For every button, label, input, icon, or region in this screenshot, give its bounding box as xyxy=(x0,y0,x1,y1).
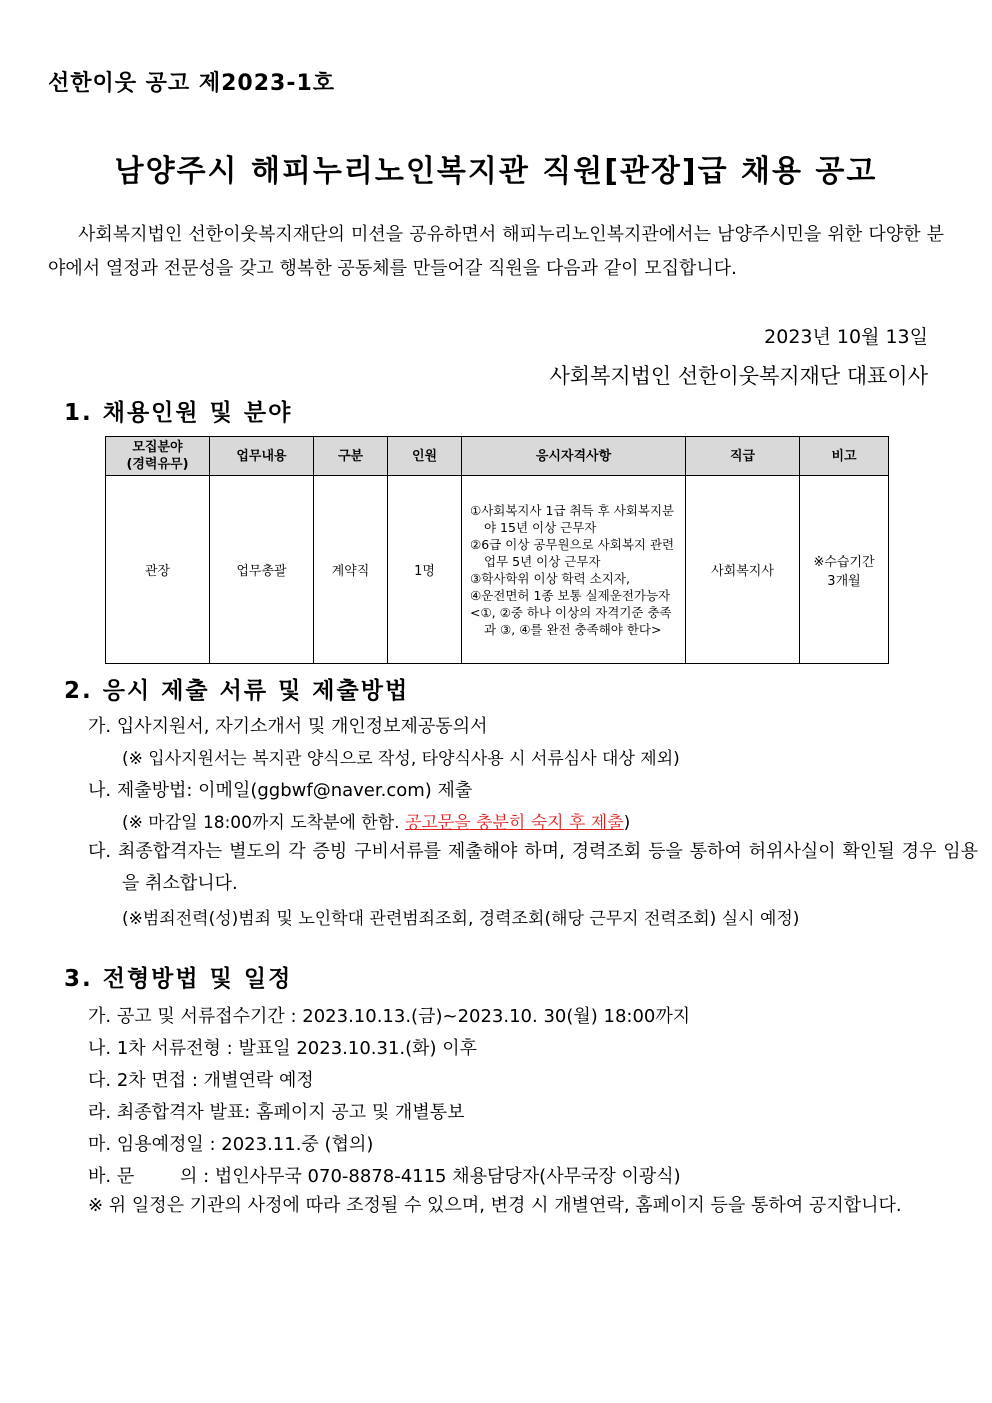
document-number: 선한이웃 공고 제2023-1호 xyxy=(48,71,336,96)
cell-count: 1명 xyxy=(388,476,462,664)
section-2-heading: 2. 응시 제출 서류 및 제출방법 xyxy=(64,678,410,704)
cell-field: 관장 xyxy=(106,476,210,664)
page-title: 남양주시 해피누리노인복지관 직원[관장]급 채용 공고 xyxy=(114,154,878,189)
header-field: 모집분야 (경력유무) xyxy=(106,437,210,476)
deadline-warning: 공고문을 충분히 숙지 후 제출 xyxy=(404,813,624,833)
announcement-date: 2023년 10월 13일 xyxy=(764,326,928,348)
cell-qualifications xyxy=(462,476,686,664)
section-3-heading: 3. 전형방법 및 일정 xyxy=(64,966,293,992)
docs-item-c-note: (※범죄전력(성)범죄 및 노인학대 관련범죄조회, 경력조회(해당 근무지 전력조회) 실시 예정) xyxy=(122,909,800,929)
schedule-item: 나. 1차 서류전형 : 발표일 2023.10.31.(화) 이후 xyxy=(88,1038,478,1059)
table-row xyxy=(106,476,889,664)
docs-item-b-note: (※ 마감일 18:00까지 도착분에 한함. 공고문을 충분히 숙지 후 제출) xyxy=(122,813,631,833)
cell-remark: ※수습기간 3개월 xyxy=(800,476,889,664)
cell-duty: 업무총괄 xyxy=(210,476,314,664)
header-type: 구분 xyxy=(314,437,388,476)
qualification-item: ④운전면허 1종 보통 실제운전가능자 xyxy=(470,587,671,603)
qualification-item: ①사회복지사 1급 취득 후 사회복지분야 15년 이상 근무자 xyxy=(470,502,675,535)
header-qualification: 응시자격사항 xyxy=(462,437,686,476)
docs-item-a-note: (※ 입사지원서는 복지관 양식으로 작성, 타양식사용 시 서류심사 대상 제외) xyxy=(122,749,680,769)
schedule-item: 마. 임용예정일 : 2023.11.중 (협의) xyxy=(88,1134,374,1155)
schedule-item: 라. 최종합격자 발표: 홈페이지 공고 및 개별통보 xyxy=(88,1102,465,1123)
qualification-item: <①, ②중 하나 이상의 자격기준 충족과 ③, ④를 완전 충족해야 한다> xyxy=(470,604,672,637)
issuing-organization: 사회복지법인 선한이웃복지재단 대표이사 xyxy=(549,364,928,388)
header-remark: 비고 xyxy=(800,437,889,476)
qualification-item: ②6급 이상 공무원으로 사회복지 관련업무 5년 이상 근무자 xyxy=(470,536,675,569)
schedule-item: 다. 2차 면접 : 개별연락 예정 xyxy=(88,1070,314,1091)
qualification-item: ③학사학위 이상 학력 소지자, xyxy=(470,570,630,586)
schedule-contact: 바. 문 의 : 법인사무국 070-8878-4115 채용담당자(사무국장 이광식) xyxy=(88,1166,681,1187)
schedule-item: 가. 공고 및 서류접수기간 : 2023.10.13.(금)~2023.10. 30(월) 18:00까지 xyxy=(88,1006,691,1027)
schedule-note: ※ 위 일정은 기관의 사정에 따라 조정될 수 있으며, 변경 시 개별연락, 홈페이지 등을 통하여 공지합니다. xyxy=(88,1195,902,1216)
docs-item-c: 다. 최종합격자는 별도의 각 증빙 구비서류를 제출해야 하며, 경력조회 등을 통하여 허위사실이 확인될 경우 임용을 취소합니다. xyxy=(88,841,978,894)
header-duty: 업무내용 xyxy=(210,437,314,476)
table-header-row xyxy=(106,437,889,476)
recruitment-table xyxy=(105,436,889,664)
header-count: 인원 xyxy=(388,437,462,476)
cell-rank: 사회복지사 xyxy=(686,476,800,664)
section-1-heading: 1. 채용인원 및 분야 xyxy=(64,400,293,426)
header-rank: 직급 xyxy=(686,437,800,476)
intro-paragraph: 사회복지법인 선한이웃복지재단의 미션을 공유하면서 해피누리노인복지관에서는 남양주시민을 위한 다양한 분야에서 열정과 전문성을 갖고 행복한 공동체를 만들어갈 직원을 다음과 같이 모집합니다. xyxy=(48,224,944,279)
cell-type: 계약직 xyxy=(314,476,388,664)
docs-item-b: 나. 제출방법: 이메일(ggbwf@naver.com) 제출 xyxy=(88,780,473,801)
docs-item-a: 가. 입사지원서, 자기소개서 및 개인정보제공동의서 xyxy=(88,716,488,737)
